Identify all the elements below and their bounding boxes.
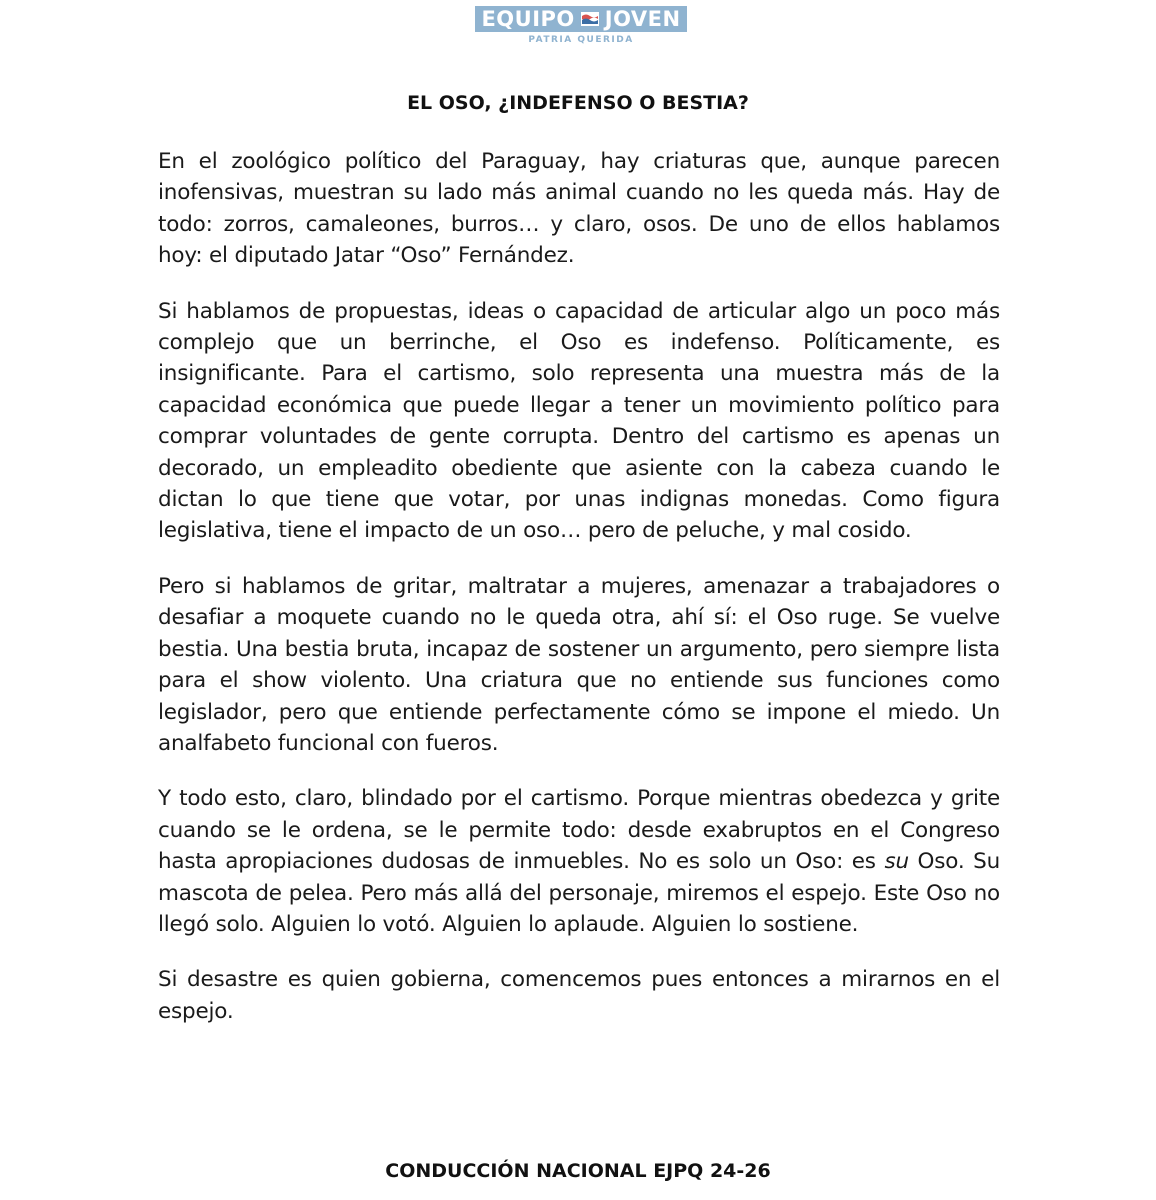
paragraph-2: Si hablamos de propuestas, ideas o capacidad de articular algo un poco más complejo que un berrinche, el Oso es indefenso. Políticamente, es insignificante. Para el cartismo, solo representa una muestra más de la capacidad económica que puede llegar a tener un movimiento político para comprar voluntades de gente corrupta. Dentro del cartismo es apenas un decorado, un empleadito obediente que asiente con la cabeza cuando le dictan lo que tiene que votar, por unas indignas monedas. Como figura legislativa, tiene el impacto de un oso… pero de peluche, y mal cosido. <box>158 298 1000 544</box>
article-body <box>158 146 1000 1051</box>
brand-logo <box>476 6 686 48</box>
paragraph-5: Si desastre es quien gobierna, comencemos pues entonces a mirarnos en el espejo. <box>158 967 1000 1024</box>
flag-icon <box>581 6 599 32</box>
logo-word-right: JOVEN <box>599 6 687 32</box>
logo-word-left: EQUIPO <box>475 6 580 32</box>
logo-wordmark <box>476 6 686 32</box>
logo-tagline: PATRIA QUERIDA <box>528 35 634 45</box>
paragraph-4-part-a: Y todo esto, claro, blindado por el cartismo. Porque mientras obedezca y grite cuando se le ordena, se le permite todo: desde exabruptos en el Congreso hasta apropiaciones dudosas de inmuebles. No es solo un Oso: es <box>158 786 1000 875</box>
paragraph-4-part-b: Oso. Su mascota de pelea. Pero más allá del personaje, miremos el espejo. Este Oso no llegó solo. Alguien lo votó. Alguien lo aplaude. Alguien lo sostiene. <box>158 849 1000 937</box>
paragraph-1: En el zoológico político del Paraguay, hay criaturas que, aunque parecen inofensivas, muestran su lado más animal cuando no les queda más. Hay de todo: zorros, camaleones, burros… y claro, osos. De uno de ellos hablamos hoy: el diputado Jatar “Oso” Fernández. <box>158 149 1000 269</box>
signature: CONDUCCIÓN NACIONAL EJPQ 24-26 <box>385 1160 771 1182</box>
paragraph-4-emphasis: su <box>884 849 909 875</box>
paragraph-3: Pero si hablamos de gritar, maltratar a mujeres, amenazar a trabajadores o desafiar a moquete cuando no le queda otra, ahí sí: el Oso ruge. Se vuelve bestia. Una bestia bruta, incapaz de sostener un argumento, pero siempre lista para el show violento. Una criatura que no entiende sus funciones como legislador, pero que entiende perfectamente cómo se impone el miedo. Un analfabeto funcional con fueros. <box>158 573 1000 756</box>
article-title: EL OSO, ¿INDEFENSO O BESTIA? <box>407 92 749 114</box>
paragraph-4 <box>158 783 1000 940</box>
